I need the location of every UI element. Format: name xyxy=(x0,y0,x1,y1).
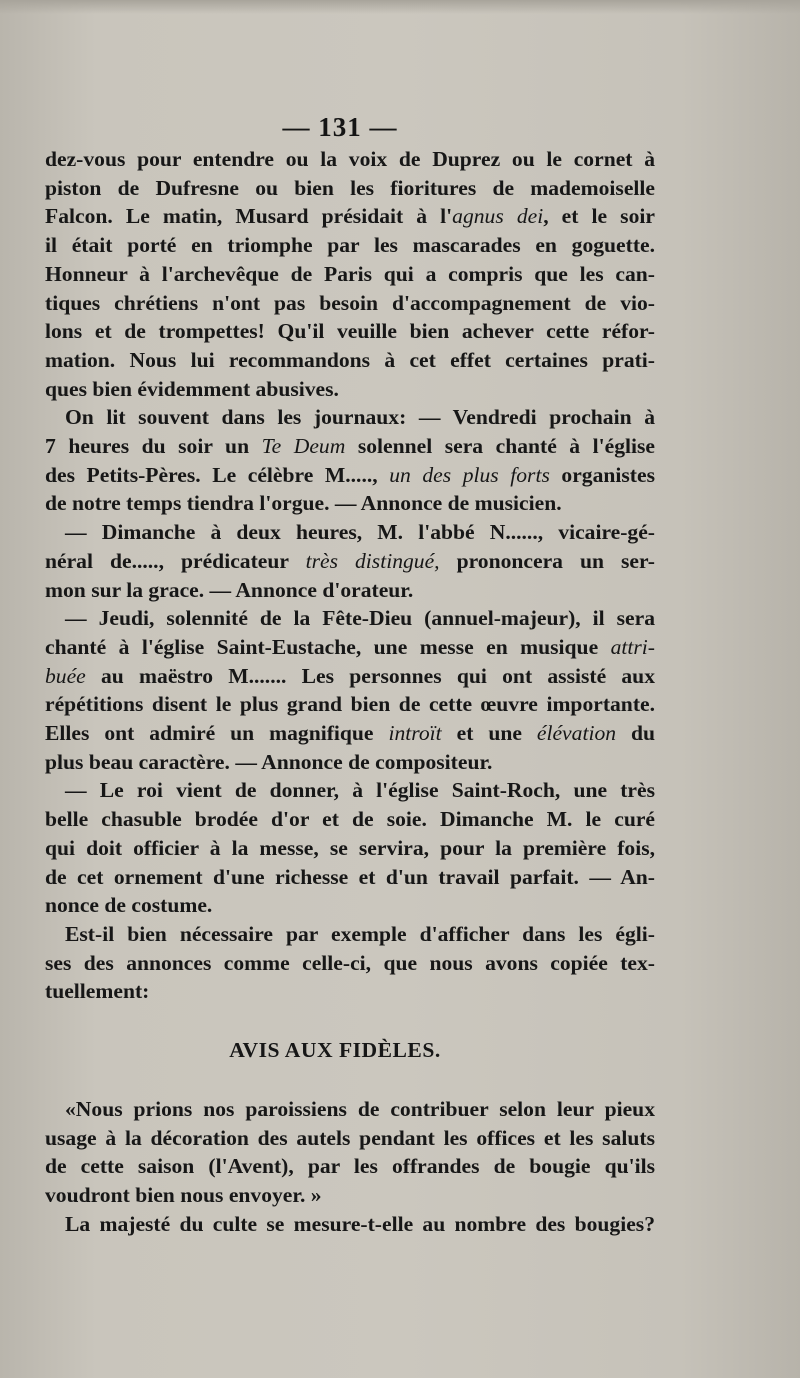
italic-term: très distingué, xyxy=(305,548,440,573)
text-line: de cet ornement d'une richesse et d'un travail parfait. — An- xyxy=(45,864,655,889)
text-line: dez-vous pour entendre ou la voix de Duprez ou le cornet à xyxy=(45,147,655,171)
italic-term: buée xyxy=(45,663,86,688)
text-line: piston de Dufresne ou bien les fioritures de mademoiselle xyxy=(45,175,655,200)
italic-term: un des plus forts xyxy=(389,462,550,487)
italic-term: agnus dei xyxy=(452,204,544,229)
italic-term: élévation xyxy=(536,721,617,746)
text-line: Elles ont admiré un magnifique introït et une élévation du xyxy=(45,721,656,746)
text-line: — Dimanche à deux heures, M. l'abbé N......, vicaire-gé- xyxy=(65,520,655,545)
text-line: belle chasuble brodée d'or et de soie. Dimanche M. le curé xyxy=(45,807,655,832)
text-line: ques bien évidemment abusives. xyxy=(45,376,339,401)
text-line: de notre temps tiendra l'orgue. — Annonce de musicien. xyxy=(45,491,562,516)
text-line: — Jeudi, solennité de la Fête-Dieu (annuel-majeur), il sera xyxy=(65,606,655,631)
text-line: Honneur à l'archevêque de Paris qui a compris que les can- xyxy=(45,261,655,286)
italic-term: attri- xyxy=(610,634,655,659)
text-line: 7 heures du soir un Te Deum solennel sera chanté à l'église xyxy=(45,434,655,459)
text-line: mation. Nous lui recommandons à cet effet certaines prati- xyxy=(45,347,655,372)
text-line: nonce de costume. xyxy=(45,893,213,918)
text-line: tuellement: xyxy=(45,979,150,1004)
text-line: voudront bien nous envoyer. » xyxy=(45,1182,322,1207)
text-line: chanté à l'église Saint-Eustache, une messe en musique attri- xyxy=(45,634,655,659)
text-line: Falcon. Le matin, Musard présidait à l'agnus dei, et le soir xyxy=(45,204,655,229)
italic-term: Te Deum xyxy=(261,434,346,459)
text-line: mon sur la grace. — Annonce d'orateur. xyxy=(45,577,414,602)
text-line: des Petits-Pères. Le célèbre M....., un des plus forts organistes xyxy=(45,462,655,487)
text-line: de cette saison (l'Avent), par les offrandes de bougie qu'ils xyxy=(45,1154,655,1179)
text-line: plus beau caractère. — Annonce de compositeur. xyxy=(45,749,493,774)
text-line: On lit souvent dans les journaux: — Vendredi prochain à xyxy=(65,405,655,430)
text-line: qui doit officier à la messe, se servira, pour la première fois, xyxy=(45,835,655,860)
text-line: — Le roi vient de donner, à l'église Saint-Roch, une très xyxy=(65,778,655,803)
text-line: répétitions disent le plus grand bien de cette œuvre importante. xyxy=(45,692,655,717)
text-line: Est-il bien nécessaire par exemple d'afficher dans les égli- xyxy=(65,921,655,946)
text-line: La majesté du culte se mesure-t-elle au nombre des bougies? xyxy=(65,1211,655,1236)
text-line: usage à la décoration des autels pendant les offices et les saluts xyxy=(45,1125,655,1150)
text-line: buée au maëstro M....... Les personnes qui ont assisté aux xyxy=(45,663,655,688)
text-line: lons et de trompettes! Qu'il veuille bien achever cette réfor- xyxy=(45,319,655,344)
body-text xyxy=(45,145,655,1238)
notice-heading: AVIS AUX FIDÈLES. xyxy=(229,1038,441,1063)
text-line: «Nous prions nos paroissiens de contribuer selon leur pieux xyxy=(65,1096,655,1121)
text-line: ses des annonces comme celle-ci, que nous avons copiée tex- xyxy=(45,950,655,975)
text-line: il était porté en triomphe par les mascarades en goguette. xyxy=(45,233,655,258)
text-line: tiques chrétiens n'ont pas besoin d'accompagnement de vio- xyxy=(45,290,655,315)
italic-term: introït xyxy=(388,721,442,746)
page-number: — 131 — xyxy=(282,112,398,142)
text-line: néral de....., prédicateur très distingué, prononcera un ser- xyxy=(45,548,655,573)
